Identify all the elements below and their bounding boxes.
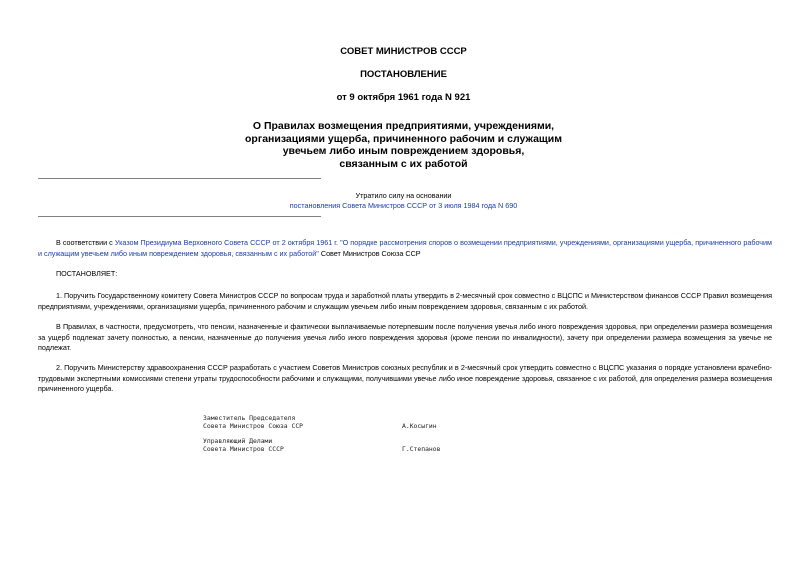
resolves-heading: ПОСТАНОВЛЯЕТ: — [56, 269, 118, 278]
annulment-note — [0, 191, 807, 211]
paragraph-1-details: В Правилах, в частности, предусмотреть, что пенсии, назначенные и фактически выплачиваемые потерпевшим после получения увечья либо иного повреждения здоровья, при определении размера возмещения за ущерб подлежат зачету полностью, а пенсии, назначенные до получения увечья либо иного повреждения здоровья (кроме пенсии по инвалидности), зачету при определении размера возмещения за увечье не подлежат. — [38, 322, 772, 352]
top-divider — [38, 178, 321, 179]
signature-name: Г.Степанов — [402, 445, 441, 453]
annulment-link[interactable]: постановления Совета Министров СССР от 3 июля 1984 года N 690 — [289, 201, 518, 210]
annulment-text: Утратило силу на основании — [355, 191, 452, 200]
signature-position-line: Совета Министров Союза ССР — [203, 422, 304, 430]
signature-position — [203, 414, 303, 430]
bottom-divider — [38, 216, 321, 217]
preamble-paragraph — [38, 238, 772, 259]
preamble-prefix: В соответствии с — [56, 238, 115, 247]
document-title — [0, 120, 807, 170]
document-type-heading: ПОСТАНОВЛЕНИЕ — [360, 69, 447, 80]
preamble-suffix: Совет Министров Союза ССР — [318, 248, 421, 258]
title-line: О Правилах возмещения предприятиями, учреждениями, — [252, 120, 555, 132]
signature-position-line: Управляющий Делами — [203, 437, 273, 445]
signature-position-line: Заместитель Председателя — [203, 414, 296, 422]
decree-link[interactable]: Указом Президиума Верховного Совета СССР от 2 октября 1961 г. "О порядке рассмотрения споров о возмещении предприятиями, учреждениями, организациями ущерба, причиненного рабочим и служащим увечьем либо иным повреждением здоровья, связанным с их работой" — [38, 238, 772, 258]
title-line: организациями ущерба, причиненного рабочим и служащим — [245, 132, 562, 145]
title-line: увечьем либо иным повреждением здоровья, — [282, 145, 525, 157]
issuer-heading: СОВЕТ МИНИСТРОВ СССР — [340, 46, 467, 57]
document-date-number: от 9 октября 1961 года N 921 — [336, 92, 471, 103]
paragraph-1: 1. Поручить Государственному комитету Совета Министров СССР по вопросам труда и заработной платы утвердить в 2-месячный срок совместно с ВЦСПС и Министерством финансов СССР Правил возмещения предприятиями, учреждениями, организациями ущерба, причиненного рабочим и служащим увечьем либо иным повреждением здоровья, связанным с их работой. — [38, 291, 772, 311]
signature-position-line: Совета Министров СССР — [203, 445, 284, 453]
signature-position — [203, 437, 284, 453]
title-line: связанным с их работой — [339, 157, 468, 170]
signature-name: А.Косыгин — [402, 422, 437, 430]
paragraph-2: 2. Поручить Министерству здравоохранения СССР разработать с участием Советов Министров союзных республик и в 2-месячный срок утвердить совместно с ВЦСПС указания о порядке установлени врачебно-трудовыми экспертными комиссиями степени утраты трудоспособности рабочими и служащими, получившими увечье либо иное повреждение здоровья, связанное с их работой, для определения размера возмещения причиненного ущерба. — [38, 363, 772, 393]
